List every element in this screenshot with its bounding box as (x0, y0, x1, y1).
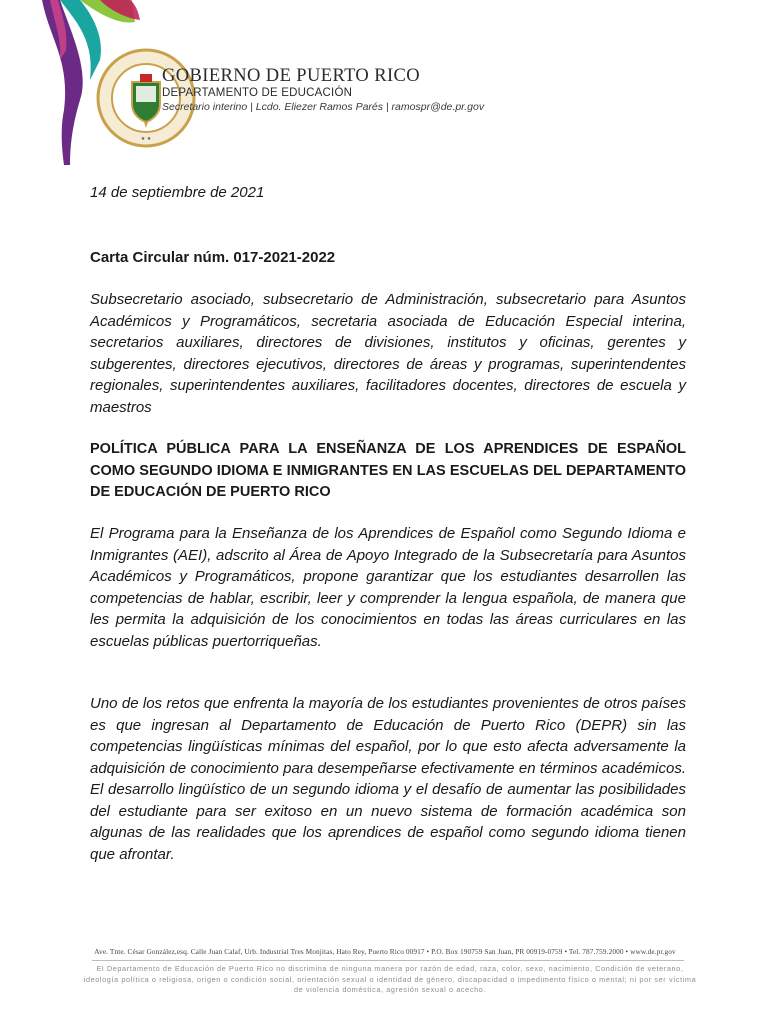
footer-divider (92, 960, 684, 961)
policy-title: POLÍTICA PÚBLICA PARA LA ENSEÑANZA DE LOS APRENDICES DE ESPAÑOL COMO SEGUNDO IDIOMA E INMIGRANTES EN LAS ESCUELAS DEL DEPARTAMENTO DE EDUCACIÓN DE PUERTO RICO (90, 441, 686, 500)
footer-address: Ave. Tnte. César González,esq. Calle Juan Calaf, Urb. Industrial Tres Monjitas, Hato Rey, Puerto Rico 00917 • P.O. Box 190759 San Juan, PR 00919-0759 • Tel. 787.759.2000 • www.de.pr.gov (94, 947, 676, 956)
footer-disclaimer: El Departamento de Educación de Puerto Rico no discrimina de ninguna manera por razón de edad, raza, color, sexo, nacimiento, Condición de veterano, ideología política o religiosa, origen o condición social, orientación sexual o identidad de género, discapacidad o impedimento físico o mental; ni por ser víctima de violencia doméstica, agresión sexual o acecho. (83, 964, 697, 994)
circular-number: Carta Circular núm. 017-2021-2022 (90, 249, 336, 266)
secretary-line: Secretario interino | Lcdo. Eliezer Ramos Parés | ramospr@de.pr.gov (162, 101, 485, 113)
body-paragraph-2: Uno de los retos que enfrenta la mayoría de los estudiantes provenientes de otros países es que ingresan al Departamento de Educación de Puerto Rico (DEPR) sin las competencias lingüísticas mínimas del español, por lo que esto afecta adversamente la adquisición de conocimiento para desempeñarse efectivamente en términos académicos. El desarrollo lingüístico de un segundo idioma y el desafío de aumentar las posibilidades del estudiante para ser exitoso en un nuevo sistema de formación académica son algunas de las realidades que los aprendices de español como segundo idioma tienen que afrontar. (90, 695, 686, 863)
letterhead-text (162, 66, 484, 113)
letterhead (40, 0, 740, 165)
body-paragraph-1: El Programa para la Enseñanza de los Aprendices de Español como Segundo Idioma e Inmigrantes (AEI), adscrito al Área de Apoyo Integrado de la Subsecretaría para Asuntos Académicos y Programáticos, propone garantizar que los estudiantes desarrollen las competencias de hablar, escribir, leer y comprender la lengua española, de manera que les permita la adquisición de los conocimientos en todas las áreas curriculares en las escuelas públicas puertorriqueñas. (90, 525, 686, 650)
department-name: DEPARTAMENTO DE EDUCACIÓN (162, 87, 353, 99)
letter-date: 14 de septiembre de 2021 (90, 184, 265, 201)
government-title: GOBIERNO DE PUERTO RICO (162, 66, 421, 86)
recipients-paragraph: Subsecretario asociado, subsecretario de Administración, subsecretario para Asuntos Académicos y Programáticos, secretaria asociada de Educación Especial interina, secretarios auxiliares, directores de divisiones, institutos y oficinas, gerentes y subgerentes, directores ejecutivos, directores de áreas y programas, superintendentes regionales, superintendentes auxiliares, facilitadores docentes, directores de escuela y maestros (90, 291, 686, 416)
svg-text:★ ★: ★ ★ (140, 136, 152, 142)
